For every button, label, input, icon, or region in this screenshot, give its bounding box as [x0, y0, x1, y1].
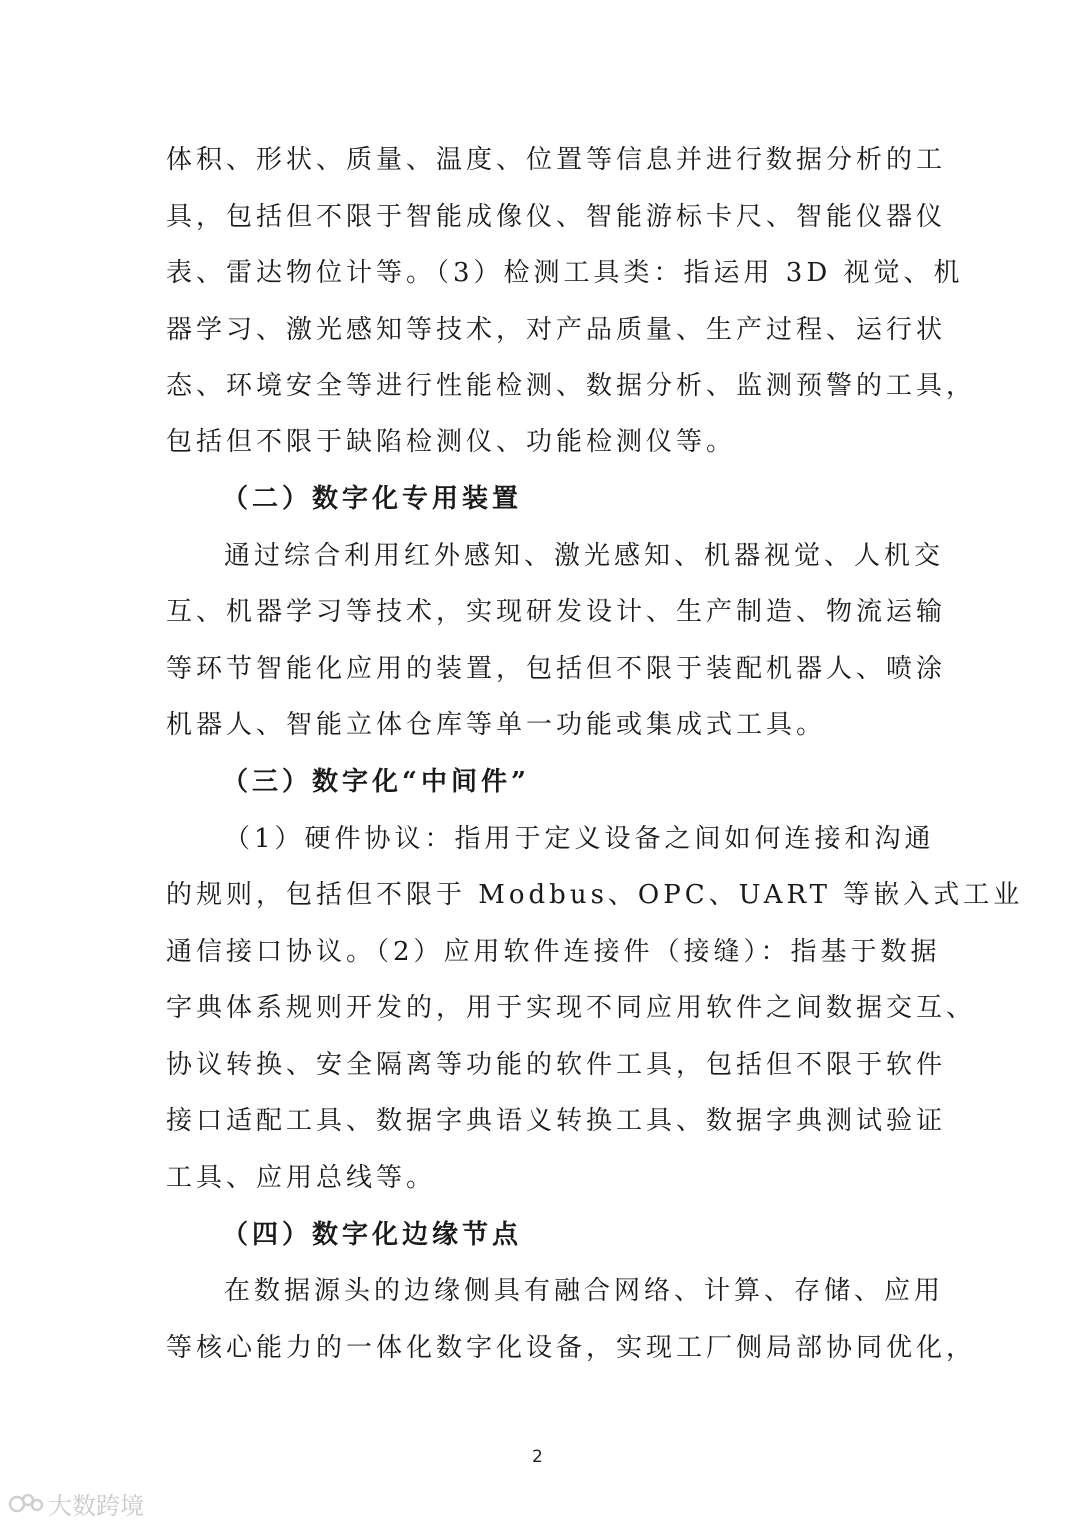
text-line: 表、雷达物位计等。（3）检测工具类：指运用 3D 视觉、机	[166, 258, 964, 288]
text-line: 互、机器学习等技术，实现研发设计、生产制造、物流运输	[166, 597, 947, 627]
text-line: 具，包括但不限于智能成像仪、智能游标卡尺、智能仪器仪	[166, 202, 947, 232]
section-heading: （四）数字化边缘节点	[222, 1220, 523, 1250]
page-number: 2	[532, 1447, 543, 1467]
text-line: 等环节智能化应用的装置，包括但不限于装配机器人、喷涂	[166, 654, 947, 684]
watermark-text: 大数跨境	[48, 1492, 144, 1520]
text-line: 通信接口协议。（2）应用软件连接件（接缝）：指基于数据	[166, 937, 941, 967]
watermark	[8, 1486, 144, 1521]
text-line: 等核心能力的一体化数字化设备，实现工厂侧局部协同优化，	[166, 1333, 977, 1363]
text-line: 体积、形状、质量、温度、位置等信息并进行数据分析的工	[166, 145, 947, 175]
text-line: 工具、应用总线等。	[166, 1163, 437, 1193]
text-line: （1）硬件协议：指用于定义设备之间如何连接和沟通	[224, 824, 935, 854]
text-line: 机器人、智能立体仓库等单一功能或集成式工具。	[166, 710, 827, 740]
logo-icon	[8, 1491, 44, 1517]
text-line: 态、环境安全等进行性能检测、数据分析、监测预警的工具，	[166, 371, 977, 401]
text-line: 的规则，包括但不限于 Modbus、OPC、UART 等嵌入式工业	[166, 880, 1024, 910]
text-line: 在数据源头的边缘侧具有融合网络、计算、存储、应用	[224, 1276, 945, 1306]
text-line: 包括但不限于缺陷检测仪、功能检测仪等。	[166, 427, 737, 457]
text-line: 协议转换、安全隔离等功能的软件工具，包括但不限于软件	[166, 1050, 947, 1080]
text-line: 字典体系规则开发的，用于实现不同应用软件之间数据交互、	[166, 993, 977, 1023]
text-line: 通过综合利用红外感知、激光感知、机器视觉、人机交	[224, 541, 945, 571]
text-line: 接口适配工具、数据字典语义转换工具、数据字典测试验证	[166, 1106, 947, 1136]
section-heading: （三）数字化“中间件”	[222, 767, 530, 797]
section-heading: （二）数字化专用装置	[222, 484, 523, 514]
text-line: 器学习、激光感知等技术，对产品质量、生产过程、运行状	[166, 315, 947, 345]
